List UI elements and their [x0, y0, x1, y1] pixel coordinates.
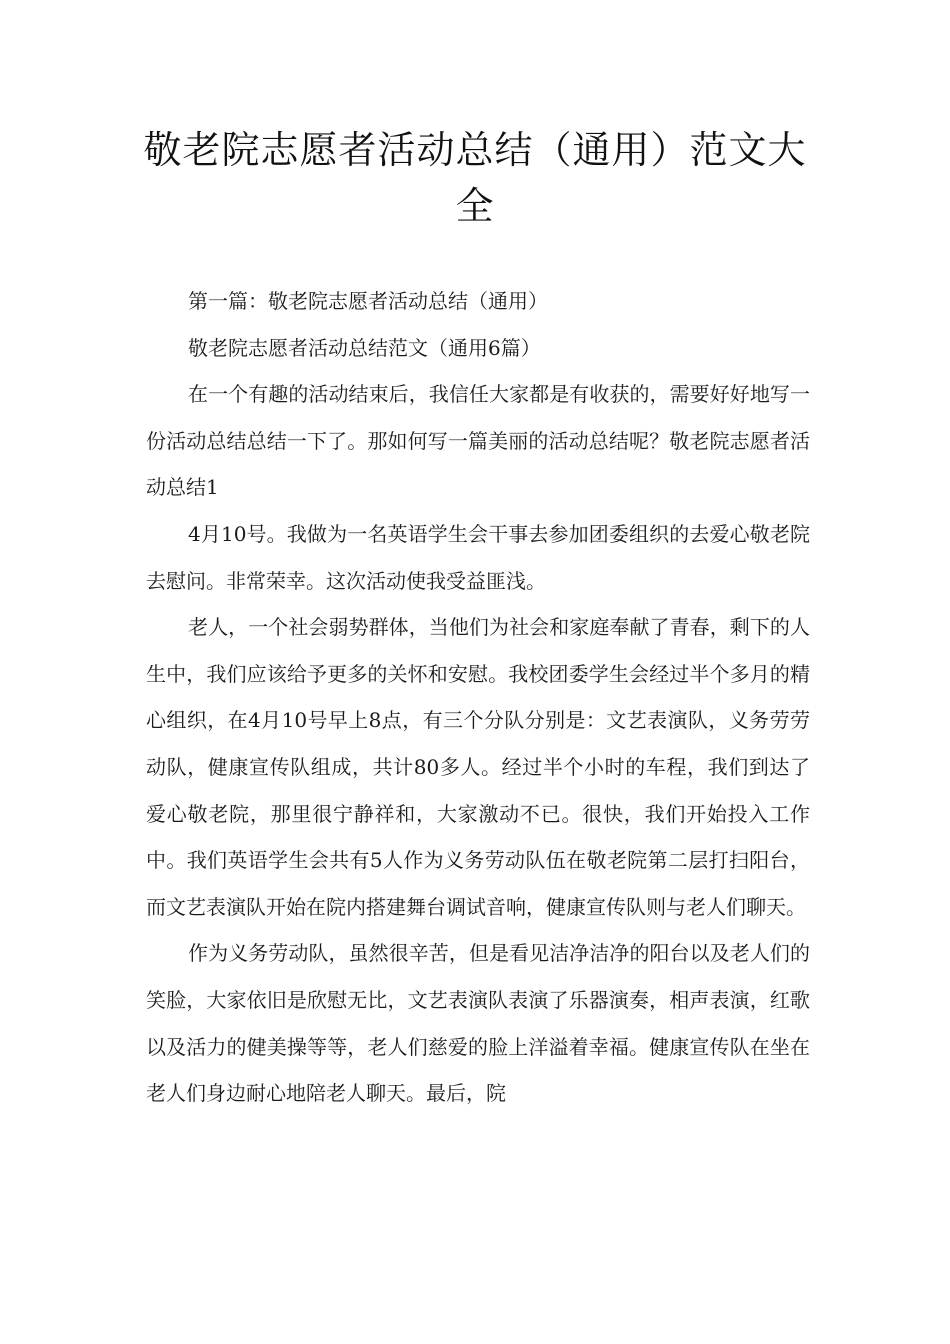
paragraph-6: 作为义务劳动队，虽然很辛苦，但是看见洁净洁净的阳台以及老人们的笑脸，大家依旧是欣慰无比，文艺表演队表演了乐器演奏，相声表演，红歌以及活力的健美操等等，老人们慈爱的脸上洋溢着幸福。健康宣传队在坐在老人们身边耐心地陪老人聊天。最后，院	[146, 941, 810, 1106]
document-title: 敬老院志愿者活动总结（通用）范文大全	[143, 128, 807, 228]
document-body	[146, 278, 810, 1117]
paragraph-4: 4月10号。我做为一名英语学生会干事去参加团委组织的去爱心敬老院去慰问。非常荣幸。这次活动使我受益匪浅。	[146, 521, 810, 593]
paragraph-5: 老人，一个社会弱势群体，当他们为社会和家庭奉献了青春，剩下的人生中，我们应该给予更多的关怀和安慰。我校团委学生会经过半个多月的精心组织，在4月10号早上8点，有三个分队分别是：文艺表演队，义务劳劳动队，健康宣传队组成，共计80多人。经过半个小时的车程，我们到达了爱心敬老院，那里很宁静祥和，大家激动不已。很快，我们开始投入工作中。我们英语学生会共有5人作为义务劳动队伍在敬老院第二层打扫阳台，而文艺表演队开始在院内搭建舞台调试音响，健康宣传队则与老人们聊天。	[146, 615, 810, 919]
paragraph-3: 在一个有趣的活动结束后，我信任大家都是有收获的，需要好好地写一份活动总结总结一下了。那如何写一篇美丽的活动总结呢？敬老院志愿者活动总结1	[146, 382, 810, 500]
paragraph-2: 敬老院志愿者活动总结范文（通用6篇）	[188, 335, 541, 360]
paragraph-1: 第一篇：敬老院志愿者活动总结（通用）	[188, 289, 548, 313]
